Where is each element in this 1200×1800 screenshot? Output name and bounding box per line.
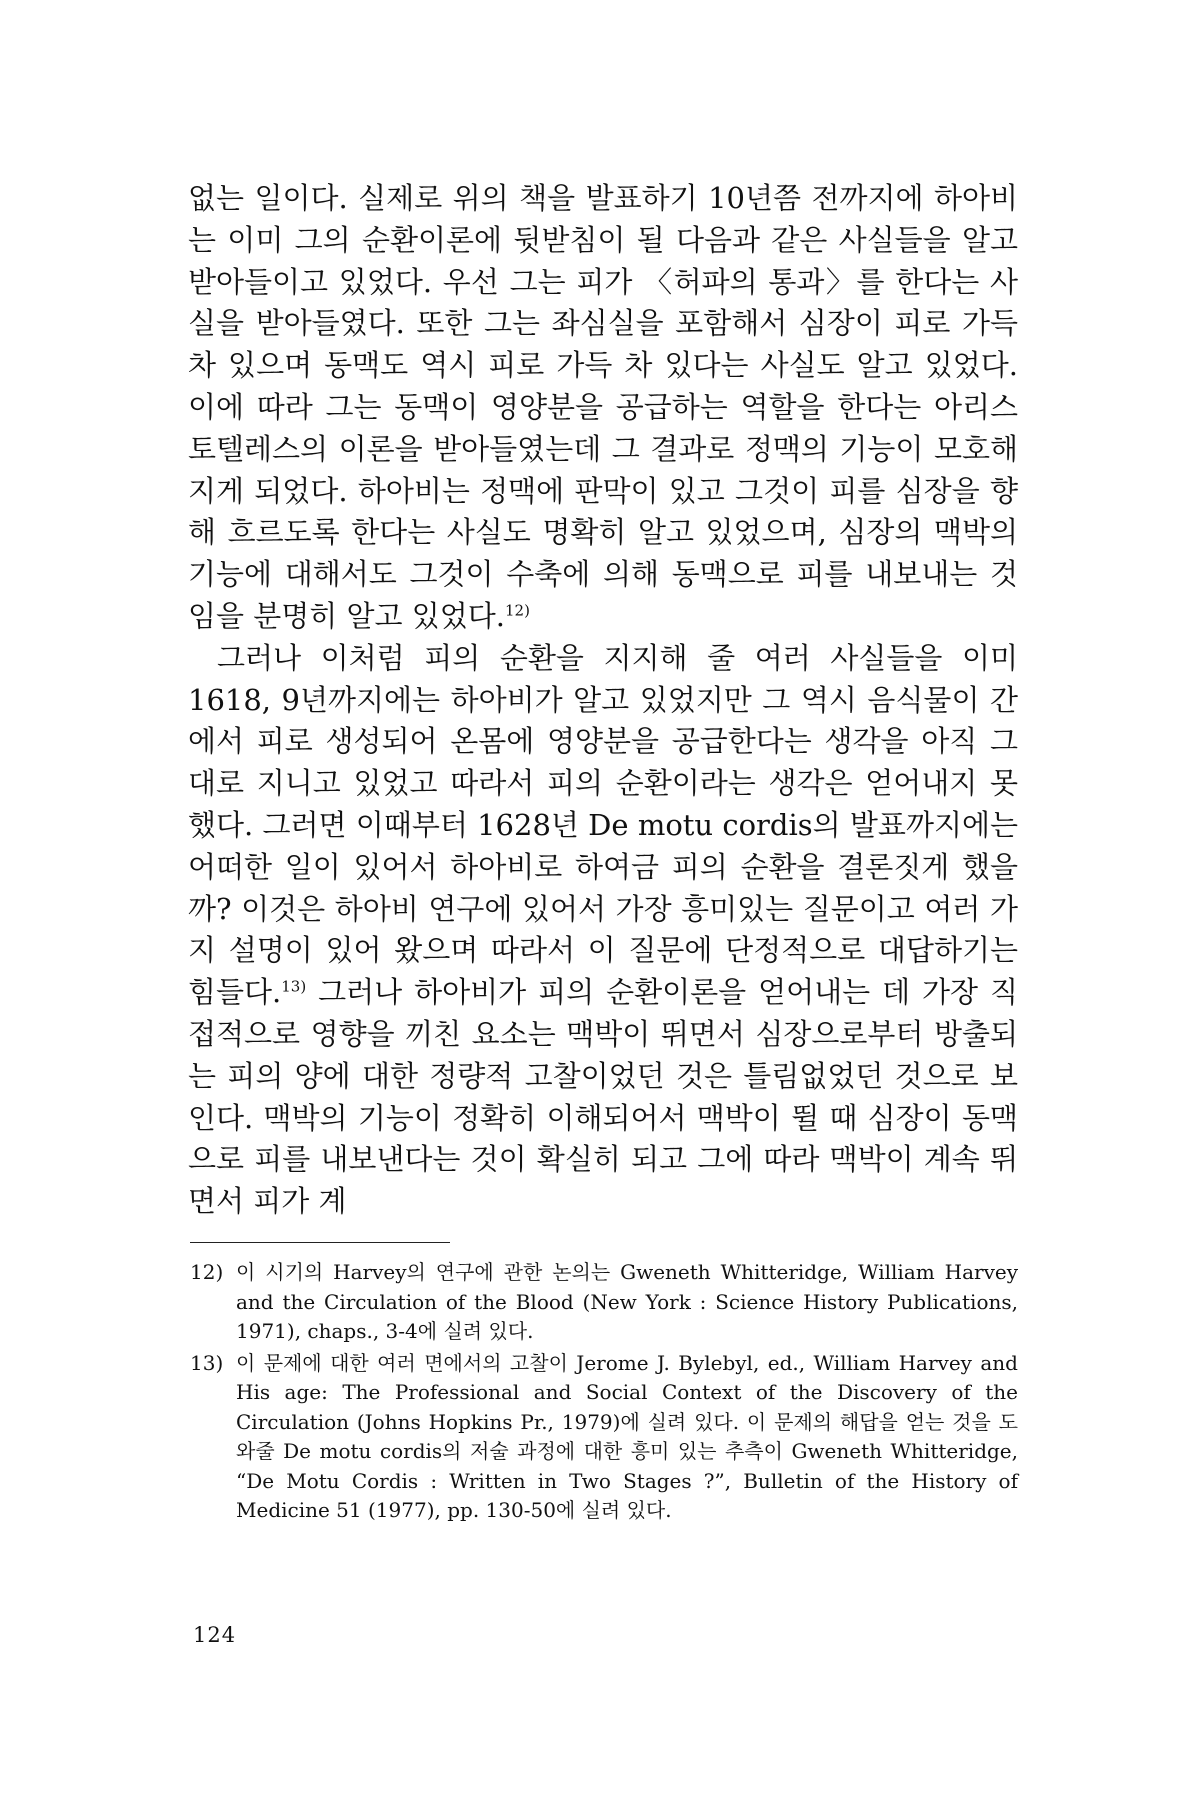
footnote-reference: 13) <box>281 977 307 996</box>
footnote-reference: 12) <box>505 601 530 620</box>
footnotes <box>190 1258 1018 1528</box>
footnote-divider <box>190 1242 450 1243</box>
footnote-text: 이 시기의 Harvey의 연구에 관한 논의는 Gweneth Whitteridge, William Harvey and the Circulation of the Blood (New York : Science History Publications, 1971), chaps., 3-4에 실려 있다. <box>236 1260 1018 1343</box>
paragraph <box>188 638 1018 1223</box>
footnote-number: 12) <box>190 1260 224 1284</box>
footnote-text: 이 문제에 대한 여러 면에서의 고찰이 Jerome J. Bylebyl, ed., William Harvey and His age: The Professional and Social Context of the Discovery of the Circulation (Johns Hopkins Pr., 1979)에 실려 있다. 이 문제의 해답을 얻는 것을 도와줄 De motu cordis의 저술 과정에 대한 흥미 있는 추측이 Gweneth Whitteridge, “De Motu Cordis : Written in Two Stages ?”, Bulletin of the History of Medicine 51 (1977), pp. 130-50에 실려 있다. <box>236 1350 1018 1522</box>
paragraph <box>188 178 1018 638</box>
footnote <box>190 1258 1018 1347</box>
body-text <box>188 178 1018 1223</box>
page-number: 124 <box>193 1623 237 1647</box>
footnote <box>190 1349 1018 1526</box>
paragraph-text: 그러나 이처럼 피의 순환을 지지해 줄 여러 사실들을 이미 1618, 9년까지에는 하아비가 알고 있었지만 그 역시 음식물이 간에서 피로 생성되어 온몸에 영양분을 공급한다는 생각을 아직 그대로 지니고 있었고 따라서 피의 순환이라는 생각은 얻어내지 못했다. 그러면 이때부터 1628년 De motu cordis의 발표까지에는 어떠한 일이 있어서 하아비로 하여금 피의 순환을 결론짓게 했을까? 이것은 하아비 연구에 있어서 가장 흥미있는 질문이고 여러 가지 설명이 있어 왔으며 따라서 이 질문에 단정적으로 대답하기는 힘들다. <box>188 640 1018 1010</box>
paragraph-text-continued: 그러나 하아비가 피의 순환이론을 얻어내는 데 가장 직접적으로 영향을 끼친 요소는 맥박이 뛰면서 심장으로부터 방출되는 피의 양에 대한 정량적 고찰이었던 것은 틀림없었던 것으로 보인다. 맥박의 기능이 정확히 이해되어서 맥박이 뛸 때 심장이 동맥으로 피를 내보낸다는 것이 확실히 되고 그에 따라 맥박이 계속 뛰면서 피가 계 <box>188 975 1018 1219</box>
paragraph-text: 없는 일이다. 실제로 위의 책을 발표하기 10년쯤 전까지에 하아비는 이미 그의 순환이론에 뒷받침이 될 다음과 같은 사실들을 알고 받아들이고 있었다. 우선 그는 피가 〈허파의 통과〉를 한다는 사실을 받아들였다. 또한 그는 좌심실을 포함해서 심장이 피로 가득 차 있으며 동맥도 역시 피로 가득 차 있다는 사실도 알고 있었다. 이에 따라 그는 동맥이 영양분을 공급하는 역할을 한다는 아리스토텔레스의 이론을 받아들였는데 그 결과로 정맥의 기능이 모호해지게 되었다. 하아비는 정맥에 판막이 있고 그것이 피를 심장을 향해 흐르도록 한다는 사실도 명확히 알고 있었으며, 심장의 맥박의 기능에 대해서도 그것이 수축에 의해 동맥으로 피를 내보내는 것임을 분명히 알고 있었다. <box>188 181 1018 633</box>
footnote-number: 13) <box>190 1350 224 1375</box>
